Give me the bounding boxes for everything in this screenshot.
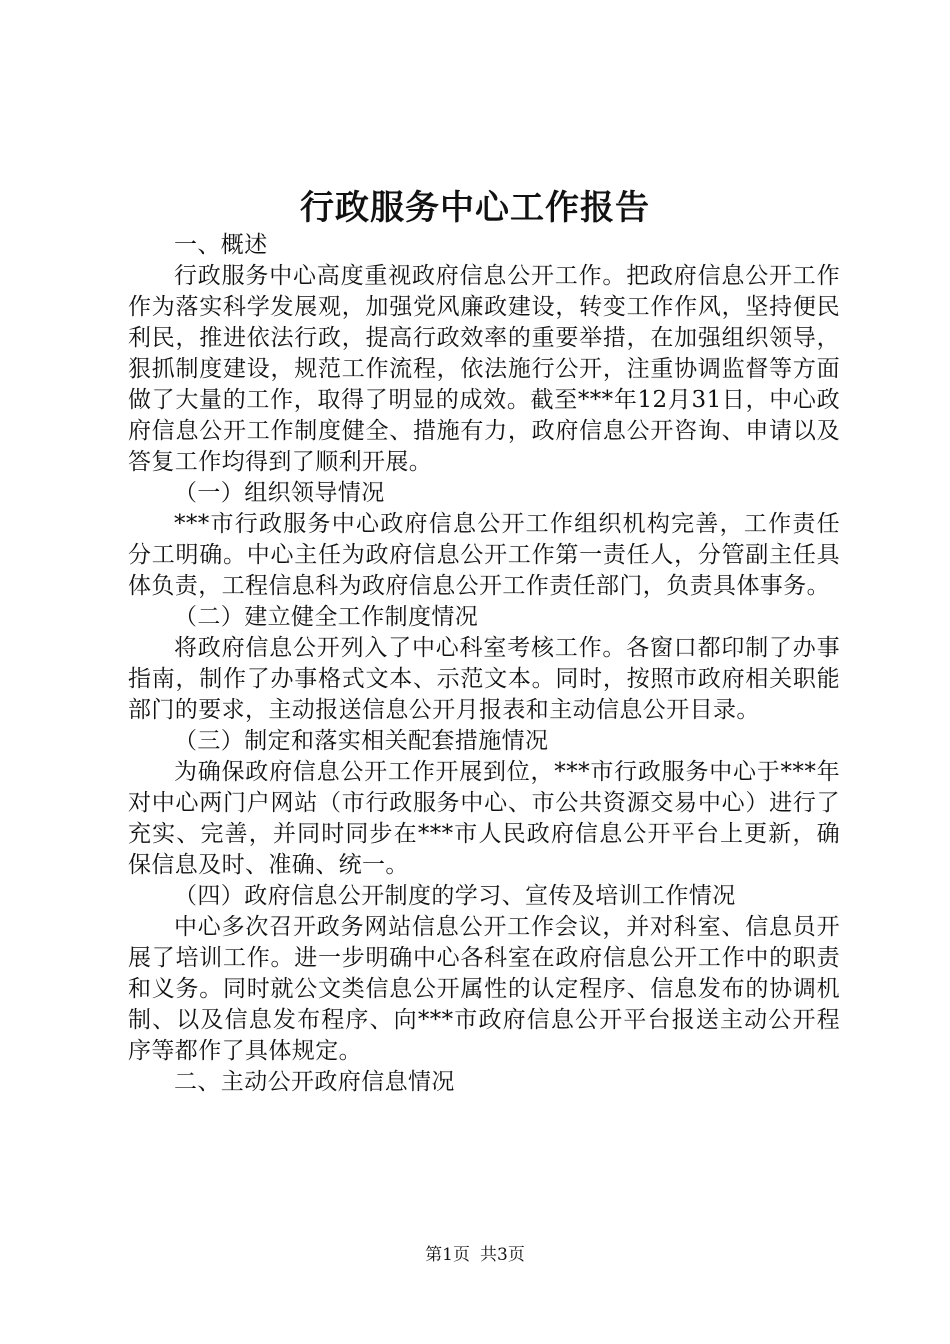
- page-footer: [0, 1244, 950, 1266]
- document-title: 行政服务中心工作报告: [300, 188, 650, 228]
- paragraph-overview: 行政服务中心高度重视政府信息公开工作。把政府信息公开工作作为落实科学发展观，加强党风廉政建设，转变工作作风，坚持便民利民，推进依法行政，提高行政效率的重要举措，在加强组织领导，狠抓制度建设，规范工作流程，依法施行公开，注重协调监督等方面做了大量的工作，取得了明显的成效。截至***年12月31日，中心政府信息公开工作制度健全、措施有力，政府信息公开咨询、申请以及答复工作均得到了顺利开展。: [128, 263, 840, 475]
- paragraph-organization: ***市行政服务中心政府信息公开工作组织机构完善，工作责任分工明确。中心主任为政府信息公开工作第一责任人，分管副主任具体负责，工程信息科为政府信息公开工作责任部门，负责具体事务。: [128, 511, 840, 599]
- subsection-heading-organization: （一）组织领导情况: [174, 480, 385, 506]
- paragraph-training: 中心多次召开政务网站信息公开工作会议，并对科室、信息员开展了培训工作。进一步明确中心各科室在政府信息公开工作中的职责和义务。同时就公文类信息公开属性的认定程序、信息发布的协调机制、以及信息发布程序、向***市政府信息公开平台报送主动公开程序等都作了具体规定。: [128, 914, 840, 1064]
- subsection-heading-system: （二）建立健全工作制度情况: [174, 604, 479, 630]
- subsection-heading-training: （四）政府信息公开制度的学习、宣传及培训工作情况: [174, 883, 736, 909]
- section-heading-active-disclosure: 二、主动公开政府信息情况: [174, 1069, 455, 1095]
- paragraph-measures: 为确保政府信息公开工作开展到位，***市行政服务中心于***年对中心两门户网站（市行政服务中心、市公共资源交易中心）进行了充实、完善，并同时同步在***市人民政府信息公开平台上更新，确保信息及时、准确、统一。: [128, 759, 840, 878]
- page-total: 共3页: [480, 1245, 525, 1265]
- page-number: 第1页: [425, 1245, 470, 1265]
- paragraph-system: 将政府信息公开列入了中心科室考核工作。各窗口都印制了办事指南，制作了办事格式文本、示范文本。同时，按照市政府相关职能部门的要求，主动报送信息公开月报表和主动信息公开目录。: [128, 635, 840, 723]
- section-heading-overview: 一、概述: [174, 232, 268, 258]
- document-body: [128, 230, 840, 1098]
- subsection-heading-measures: （三）制定和落实相关配套措施情况: [174, 728, 549, 754]
